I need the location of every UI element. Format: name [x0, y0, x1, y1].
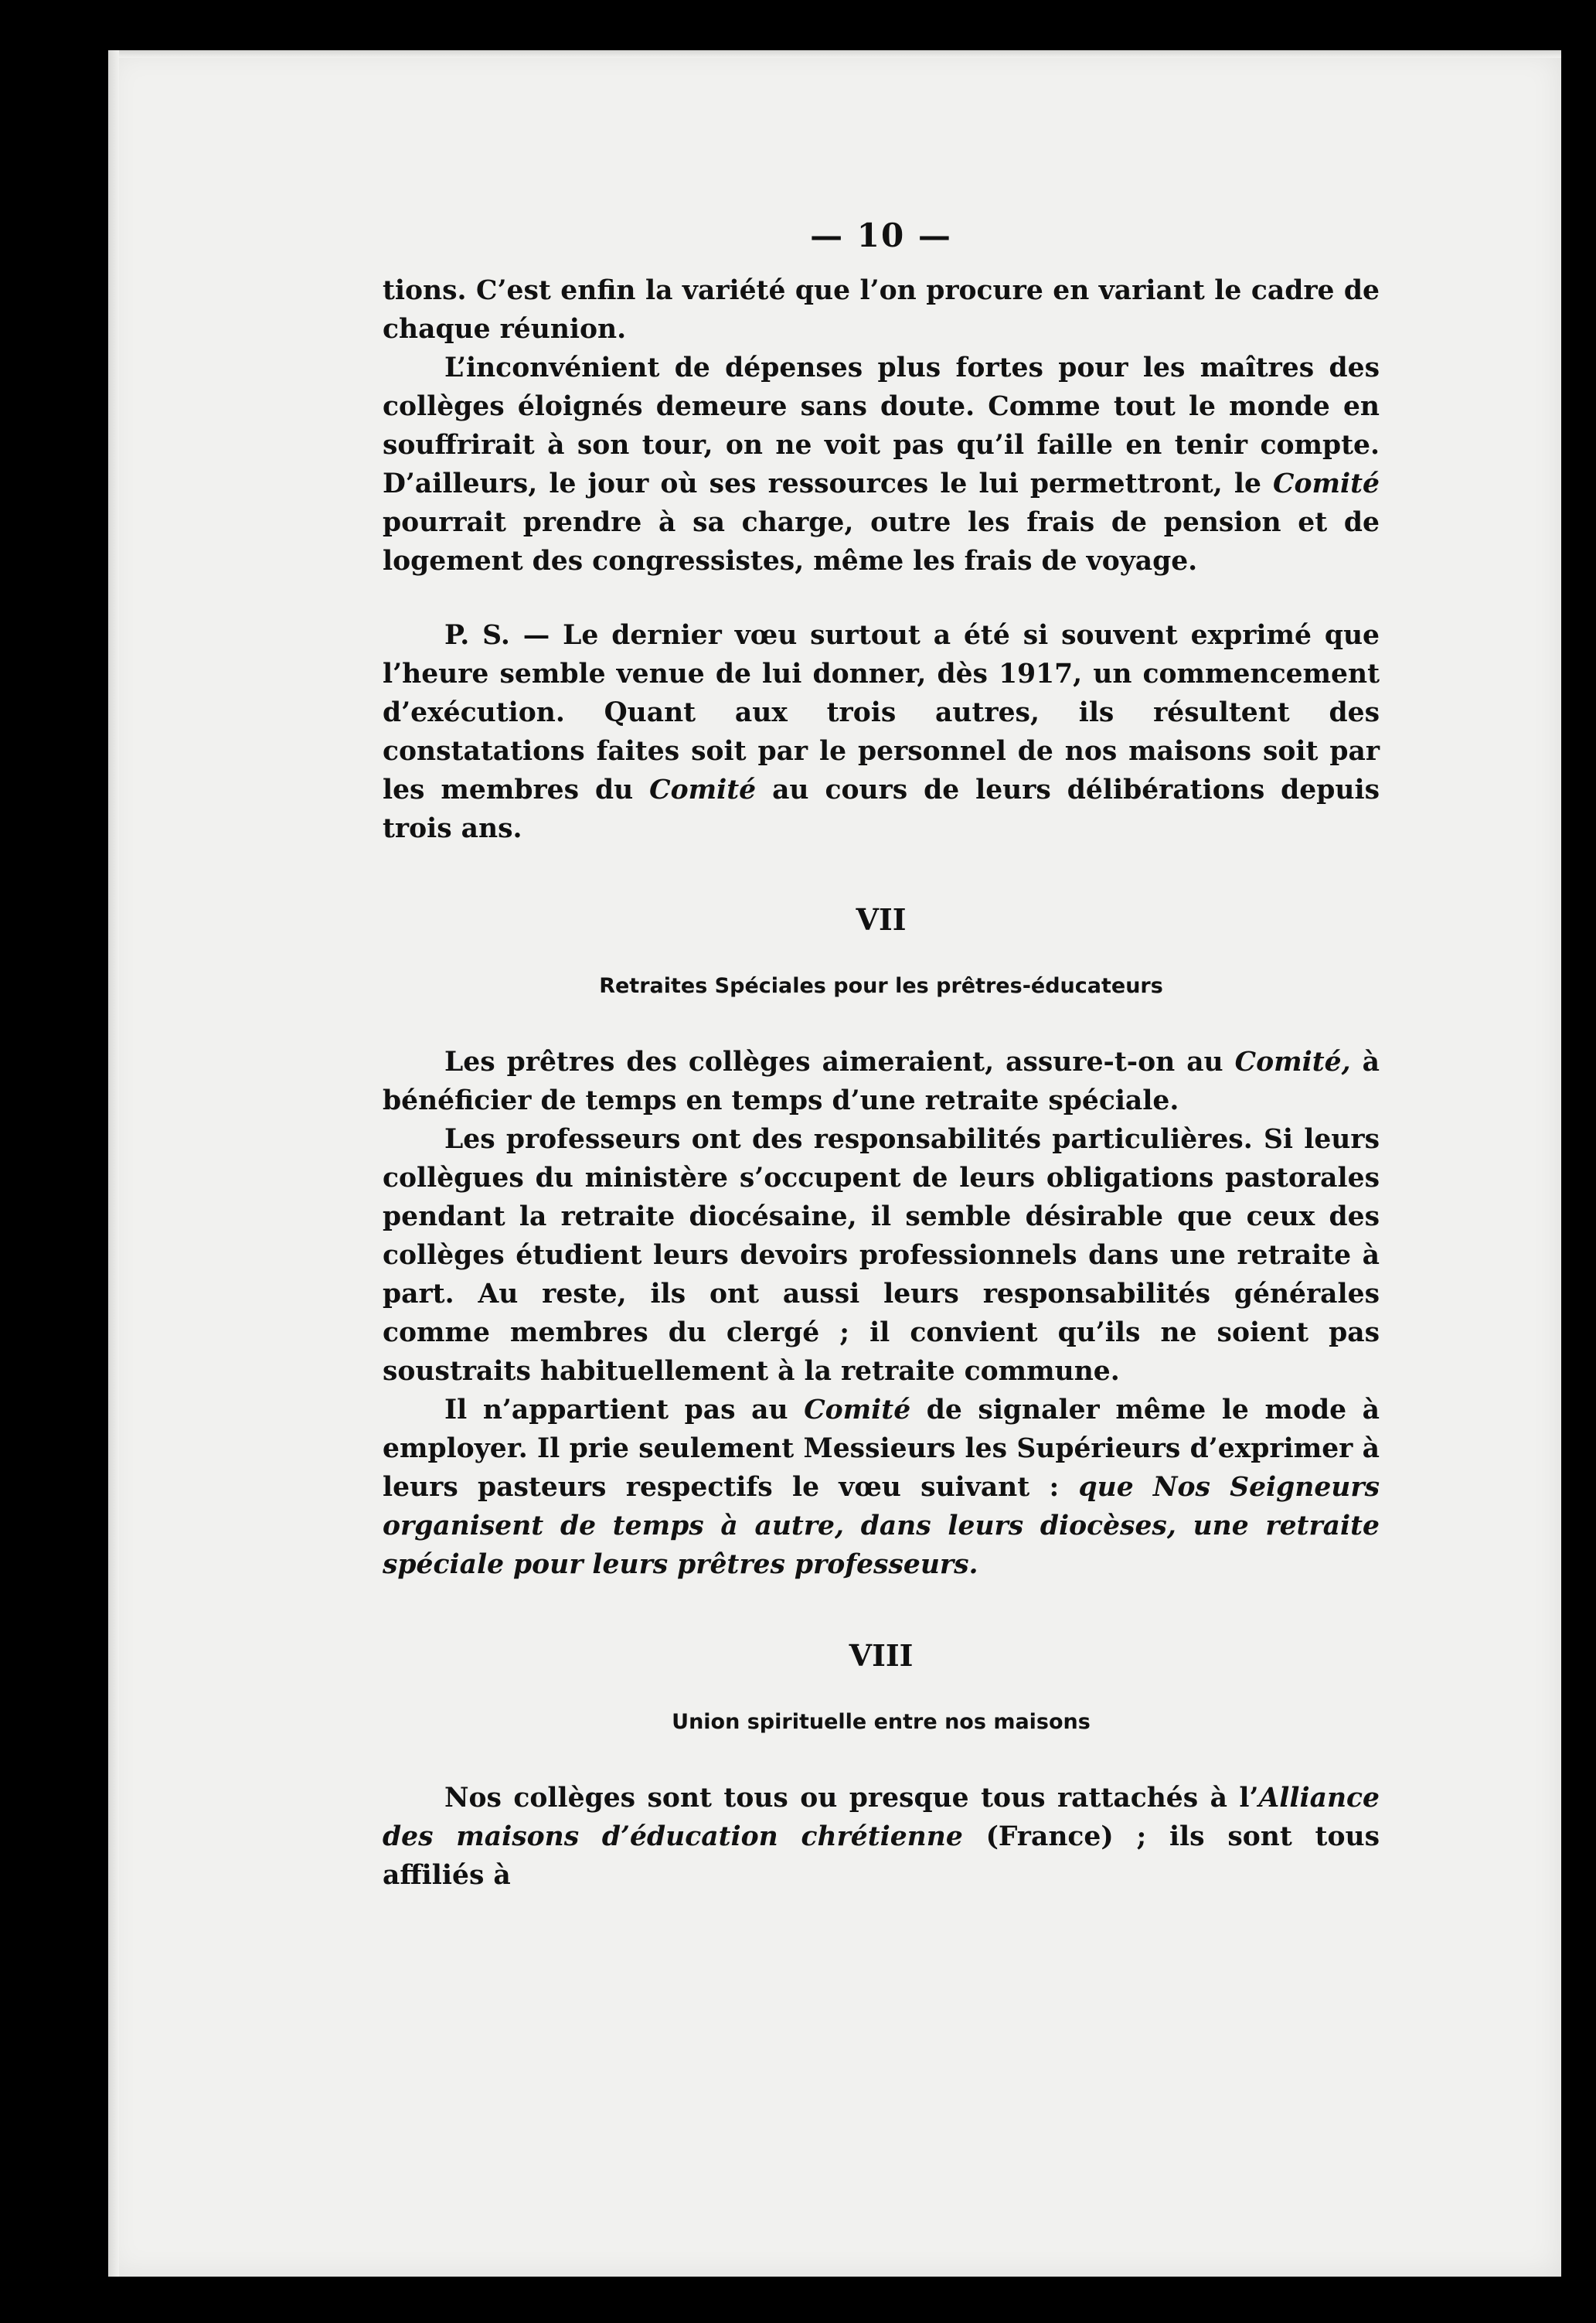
paragraph-expenses-italic: Comité	[1273, 468, 1380, 499]
paragraph-retraites-1	[383, 1043, 1380, 1120]
section-number-vii: VII	[856, 902, 907, 937]
section-title-union: Union spirituelle entre nos maisons	[672, 1710, 1091, 1734]
retraites-1-text-2: à bénéficier de temps en temps d’une retraite spéciale.	[383, 1047, 1380, 1116]
retraites-3-italic-1: Comité	[804, 1395, 911, 1425]
page-number: — 10 —	[810, 216, 952, 254]
retraites-1-text-1: Les prêtres des collèges aimeraient, assure-t-on au	[444, 1047, 1235, 1078]
ps-text-1: P. S. — Le dernier vœu surtout a été si souvent exprimé que l’heure semble venue de lui donner, dès 1917, un commencement d’exécution. Quant aux trois autres, ils résultent des constatations faites soit par le personnel de nos maisons soit par les membres du	[383, 620, 1380, 806]
retraites-1-italic: Comité,	[1234, 1047, 1351, 1078]
ps-italic: Comité	[649, 775, 757, 806]
paragraph-continuation: tions. C’est enfin la variété que l’on procure en variant le cadre de chaque réunion.	[383, 275, 1380, 345]
page-edge-left	[108, 50, 119, 2277]
retraites-3-text-2: de signaler même le mode à employer. Il prie seulement Messieurs les Supérieurs d’exprimer à leurs pasteurs respectifs le vœu suivant :	[383, 1395, 1380, 1503]
page-edge-top	[108, 50, 1561, 58]
paragraph-expenses-text-2: pourrait prendre à sa charge, outre les frais de pension et de logement des congressistes, même les frais de voyage.	[383, 507, 1380, 577]
paragraph-expenses	[383, 349, 1380, 581]
paragraph-retraites-3	[383, 1391, 1380, 1584]
paragraph-union-1	[383, 1779, 1380, 1895]
union-1-text-1: Nos collèges sont tous ou presque tous rattachés à l’	[444, 1783, 1259, 1814]
ps-text-2: au cours de leurs délibérations depuis trois ans.	[383, 775, 1380, 844]
section-number-viii: VIII	[849, 1638, 914, 1673]
paragraph-expenses-text-1: L’inconvénient de dépenses plus fortes pour les maîtres des collèges éloignés demeure sans doute. Comme tout le monde en souffrirait à son tour, on ne voit pas qu’il faille en tenir compte. D’ailleurs, le jour où ses ressources le lui permettront, le	[383, 353, 1380, 499]
section-title-retraites: Retraites Spéciales pour les prêtres-éducateurs	[599, 974, 1163, 998]
union-1-italic: Alliance des maisons d’éducation chrétienne	[383, 1783, 1380, 1852]
retraites-3-italic-2: que Nos Seigneurs organisent de temps à autre, dans leurs diocèses, une retraite spéciale pour leurs prêtres professeurs.	[383, 1472, 1380, 1580]
paragraph-retraites-2: Les professeurs ont des responsabilités particulières. Si leurs collègues du ministère s’occupent de leurs obligations pastorales pendant la retraite diocésaine, il semble désirable que ceux des collèges étudient leurs devoirs professionnels dans une retraite à part. Au reste, ils ont aussi leurs responsabilités générales comme membres du clergé ; il convient qu’ils ne soient pas soustraits habituellement à la retraite commune.	[383, 1124, 1380, 1387]
page-text	[383, 216, 1380, 1895]
paragraph-ps	[383, 616, 1380, 848]
retraites-3-text-1: Il n’appartient pas au	[444, 1395, 805, 1425]
union-1-text-2: (France) ; ils sont tous affiliés à	[383, 1821, 1380, 1891]
